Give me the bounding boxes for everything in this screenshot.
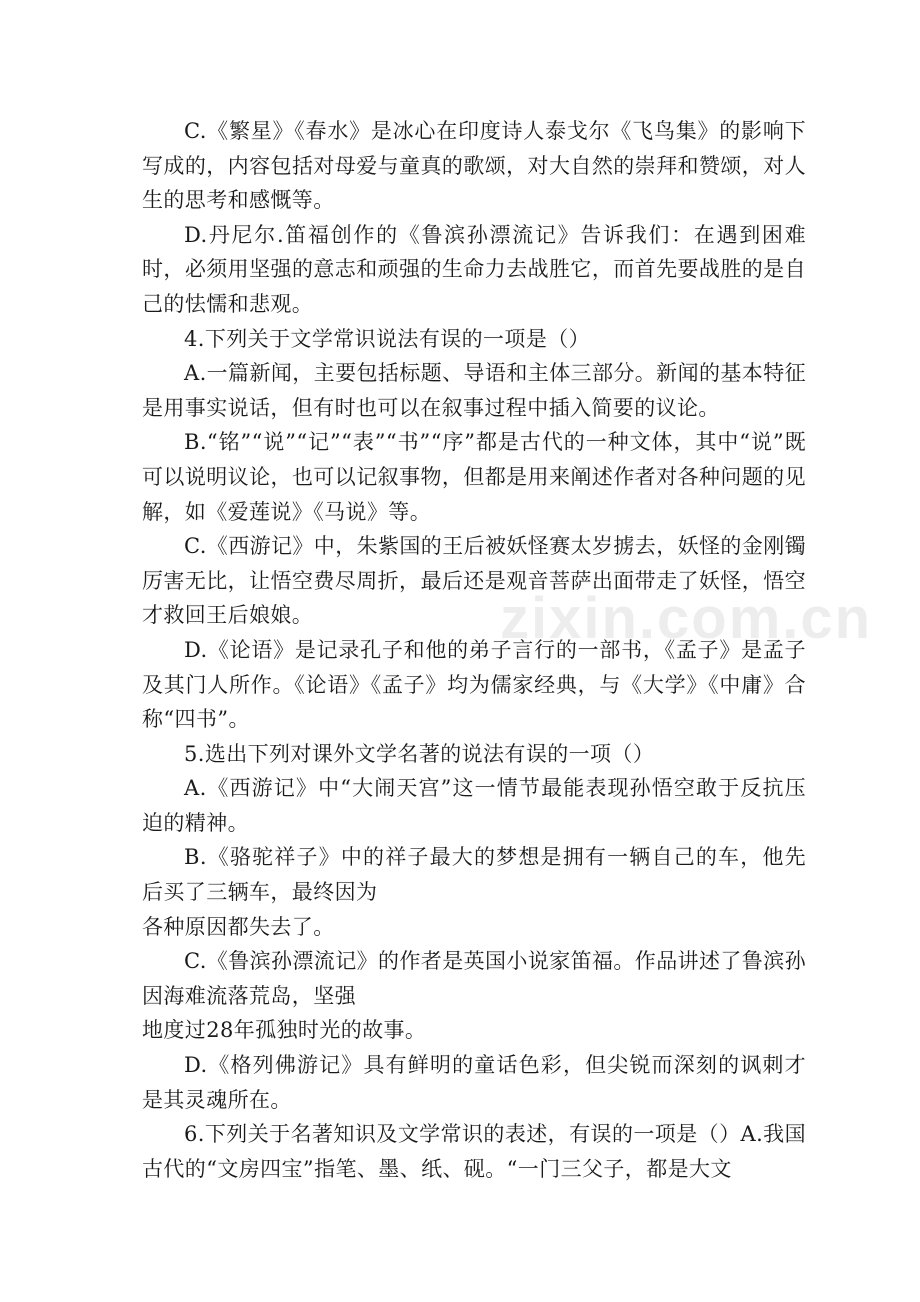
question-heading: 5.选出下列对课外文学名著的说法有误的一项（） [184,741,655,766]
option: B.《骆驼祥子》中的祥子最大的梦想是拥有一辆自己的车，他先后买了三辆车，最终因为 [142,845,806,905]
watermark: zixin.com.cn [500,586,873,651]
document-body [142,114,806,1186]
option: D.《论语》是记录孔子和他的弟子言行的一部书，《孟子》是孟子及其门人所作。《论语》《孟子》均为儒家经典，与《大学》《中庸》合称“四书”。 [142,637,806,732]
question-heading: 6.下列关于名著知识及文学常识的表述，有误的一项是（）A.我国古代的“文房四宝”指笔、墨、纸、砚。“一门三父子，都是大文 [142,1122,806,1181]
option: D.《格列佛游记》具有鲜明的童话色彩，但尖锐而深刻的讽刺才是其灵魂所在。 [142,1053,806,1112]
option-continuation: 各种原因都失去了。 [142,914,335,939]
option: A.《西游记》中“大闹天宫”这一情节最能表现孙悟空敢于反抗压迫的精神。 [142,776,806,835]
option: C.《西游记》中，朱紫国的王后被妖怪赛太岁掳去，妖怪的金刚镯厉害无比，让悟空费尽周折，最后还是观音菩萨出面带走了妖怪，悟空才救回王后娘娘。 [142,534,806,628]
paragraph: D.丹尼尔.笛福创作的《鲁滨孙漂流记》告诉我们：在遇到困难时，必须用坚强的意志和顽强的生命力去战胜它，而首先要战胜的是自己的怯懦和悲观。 [142,222,806,316]
option: B.“铭”“说”“记”“表”“书”“序”都是古代的一种文体，其中“说”既可以说明议论，也可以记叙事物，但都是用来阐述作者对各种问题的见解，如《爱莲说》《马说》等。 [142,430,806,524]
option-continuation: 地度过28年孤独时光的故事。 [142,1018,427,1043]
paragraph: C.《繁星》《春水》是冰心在印度诗人泰戈尔《飞鸟集》的影响下写成的，内容包括对母爱与童真的歌颂，对大自然的崇拜和赞颂，对人生的思考和感慨等。 [142,119,806,213]
option: A.一篇新闻，主要包括标题、导语和主体三部分。新闻的基本特征是用事实说话，但有时也可以在叙事过程中插入简要的议论。 [142,361,806,420]
question-heading: 4.下列关于文学常识说法有误的一项是（） [184,326,591,351]
option: C.《鲁滨孙漂流记》的作者是英国小说家笛福。作品讲述了鲁滨孙因海难流落荒岛，坚强 [142,949,806,1008]
